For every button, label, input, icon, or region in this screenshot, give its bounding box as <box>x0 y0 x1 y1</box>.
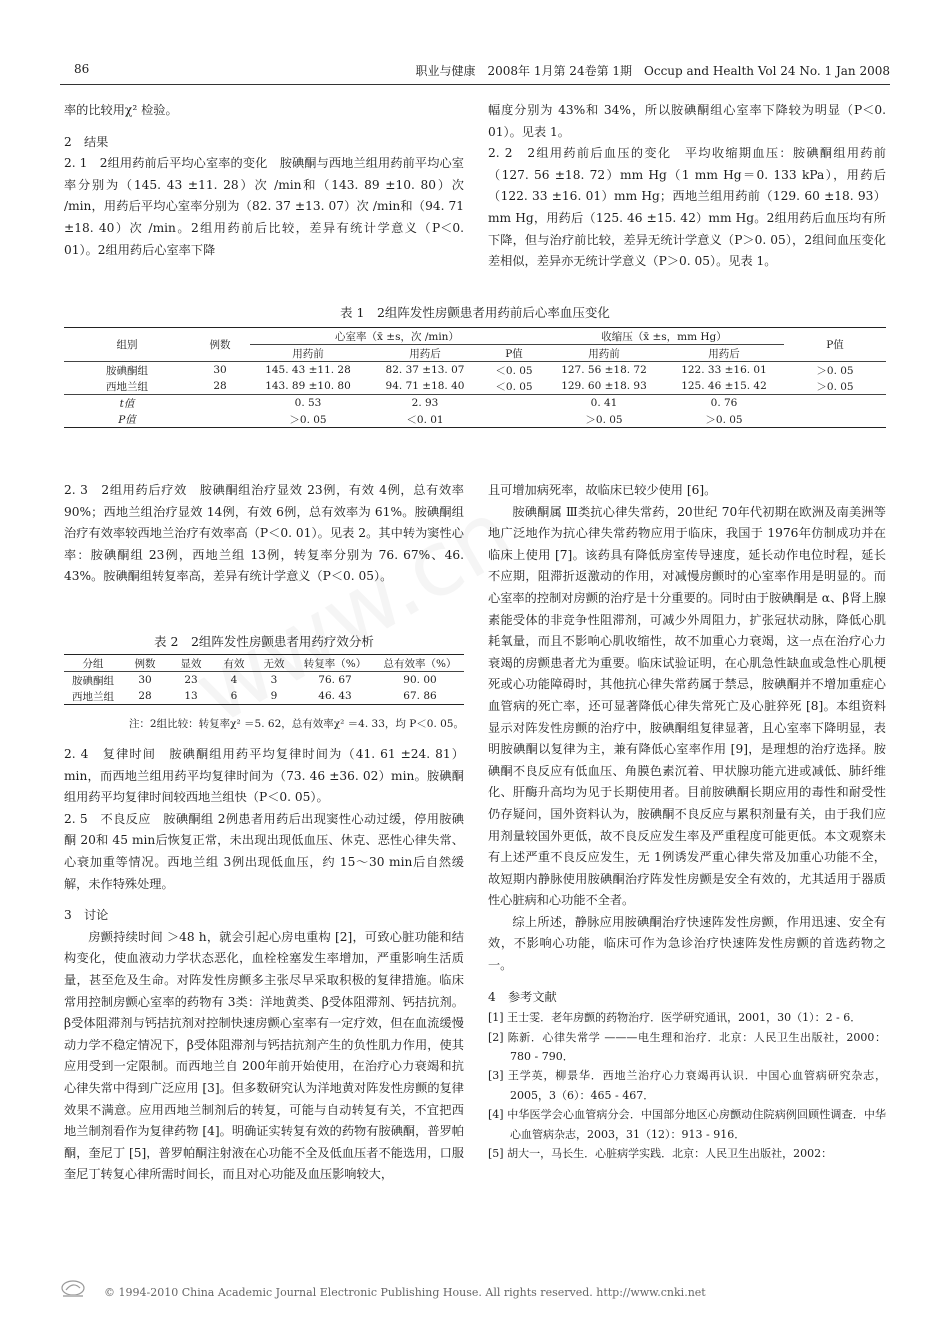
table-cell: 2. 93 <box>411 397 439 409</box>
table-cell: 胺碘酮组 <box>106 364 148 377</box>
para-discussion-3: 综上所述，静脉应用胺碘酮治疗快速阵发性房颤，作用迅速、安全有效，不影响心功能，临床可作为急诊治疗快速阵发性房颤的首选药物之一。 <box>488 914 886 973</box>
table-cell: 127. 56 ±18. 72 <box>561 364 647 376</box>
table2-header-conversion: 转复率（%） <box>294 655 376 672</box>
para-2-1-cont: 幅度分别为 43%和 34%，所以胺碘酮组心室率下降较为明显（P＜0. 01）。见表 1。 <box>488 103 886 139</box>
reference-list <box>488 1008 886 1163</box>
table-cell: 145. 43 ±11. 28 <box>265 364 351 376</box>
table-cell: 西地兰组 <box>64 378 190 395</box>
table1-header-systolic: 收缩压（x̄ ±s，mm Hg） <box>544 328 784 345</box>
para-discussion-cont: 且可增加病死率，故临床已较少使用 [6]。 <box>488 483 717 497</box>
table-cell: 0. 76 <box>710 397 738 409</box>
table-cell <box>484 411 544 428</box>
table-row <box>64 411 886 428</box>
table-cell: ＞0. 05 <box>816 364 854 377</box>
table-row <box>64 688 464 705</box>
para-chi-square: 率的比较用χ² 检验。 <box>64 103 178 117</box>
left-column-lower <box>64 480 464 588</box>
para-2-5: 2. 5 不良反应 胺碘酮组 2例患者用药后出现窦性心动过缓，停用胺碘酮 20和 45 min后恢复正常，未出现出现低血压、休克、恶性心律失常、心衰加重等情况。西地兰组 3例出现低血压，约 15～30 min后自然缓解，未作特殊处理。 <box>64 811 464 891</box>
table-cell: 143. 89 ±10. 80 <box>250 378 366 395</box>
table2-header-group: 分组 <box>64 655 122 672</box>
table2-header-total-effective: 总有效率（%） <box>376 655 464 672</box>
publisher-logo-icon <box>60 1279 86 1299</box>
table-cell: 4 <box>230 674 238 686</box>
table2-header-n: 例数 <box>122 655 168 672</box>
table-cell: ＜0. 01 <box>366 411 484 428</box>
table1-header-p: P值 <box>784 328 886 362</box>
copyright-footer: © 1994-2010 China Academic Journal Electronic Publishing House. All rights reserved. http://www.cnki.net <box>104 1286 706 1299</box>
table-cell <box>784 411 886 428</box>
para-2-4: 2. 4 复律时间 胺碘酮组用药平均复律时间为（41. 61 ±24. 81）min，而西地兰组用药平均复律时间为（73. 46 ±36. 02）min。胺碘酮组用药平均复律时间较西地兰组快（P＜0. 05）。 <box>64 747 464 805</box>
section-title-references: 4 参考文献 <box>488 989 557 1004</box>
para-discussion-1: 房颤持续时间 ＞48 h，就会引起心房电重构 [2]，可致心脏功能和结构变化，使血液动力学状态恶化，血栓栓塞发生率增加，严重影响生活质量，甚至危及生命。对阵发性房颤多主张尽早采取积极的复律措施。临床常用控制房颤心室率的药物有 3类：洋地黄类、β受体阻滞剂、钙拮抗剂。β受体阻滞剂与钙拮抗剂对控制快速房颤心室率有一定疗效，但在血流缓慢动力学不稳定情况下，β受体阻滞剂与钙拮抗剂产生的负性肌力作用，使其应用受到一定限制。而西地兰自 200年前开始使用，在治疗心力衰竭和抗心律失常中得到广泛应用 [3]。但多数研究认为洋地黄对阵发性房颤的复律效果不满意。应用西地兰制剂后的转复，可能与自动转复有关，不宜把西地兰制剂看作为复律药物 [4]。明确证实转复有效的药物有胺碘酮，普罗帕酮，奎尼丁 [5]，普罗帕酮注射液在心功能不全及低血压者不能选用，口服奎尼丁转复心律所需时间长，而且对心功能及血压影响较大， <box>64 929 464 1182</box>
page-number: 86 <box>74 62 90 76</box>
table-cell: P值 <box>64 411 190 428</box>
table-cell: 82. 37 ±13. 07 <box>385 364 465 376</box>
table-cell: 67. 86 <box>376 688 464 705</box>
table2-header-ineffective: 无效 <box>254 655 294 672</box>
table-cell: 90. 00 <box>403 674 437 686</box>
table-cell: 28 <box>122 688 168 705</box>
table-cell: ＞0. 05 <box>664 411 784 428</box>
journal-info: 职业与健康 2008年 1月第 24卷第 1期 Occup and Health Vol 24 No. 1 Jan 2008 <box>415 64 890 78</box>
table2 <box>64 654 464 705</box>
table-row <box>64 362 886 379</box>
para-2-3: 2. 3 2组用药后疗效 胺碘酮组治疗显效 23例，有效 4例，总有效率 90%；西地兰组治疗显效 14例，有效 6例，总有效率为 61%。胺碘酮组治疗有效率较西地兰治疗有效率高（P＜0. 01）。见表 2。其中转为窦性心率：胺碘酮组 23例，西地兰组 13例，转复率分别为 76. 67%、46. 43%。胺碘酮组转复率高，差异有统计学意义（P＜0. 05）。 <box>64 483 464 584</box>
table-cell: 胺碘酮组 <box>72 674 114 687</box>
table1-header-bp-before: 用药前 <box>544 345 664 362</box>
para-2-1: 2. 1 2组用药前后平均心室率的变化 胺碘酮与西地兰组用药前平均心室率分别为（145. 43 ±11. 28）次 /min和（143. 89 ±10. 80）次 /min，用药后平均心室率分别为（82. 37 ±13. 07）次 /min和（94. 71 ±18. 40）次 /min。2组用药前后比较，差异有统计学意义（P＜0. 01）。2组用药后心室率下降 <box>64 156 464 257</box>
table1-header-bp-after: 用药后 <box>664 345 784 362</box>
table-cell <box>190 395 250 412</box>
para-2-2: 2. 2 2组用药前后血压的变化 平均收缩期血压：胺碘酮组用药前（127. 56 ±18. 72）mm Hg（1 mm Hg＝0. 133 kPa），用药后（122. 33 ±16. 01）mm Hg；西地兰组用药前（129. 60 ±18. 93）mm Hg，用药后（125. 46 ±15. 42）mm Hg。2组用药后血压均有所下降，但与治疗前比较，差异无统计学意义（P＞0. 05），2组间血压变化差相似，差异亦无统计学意义（P＞0. 05）。见表 1。 <box>488 146 886 269</box>
reference-item: [5] 胡大一，马长生．心脏病学实践．北京：人民卫生出版社，2002： <box>488 1147 833 1161</box>
table1 <box>64 327 886 428</box>
table-cell: 46. 43 <box>294 688 376 705</box>
left-column-upper <box>64 100 464 261</box>
table-cell: ＜0. 05 <box>484 378 544 395</box>
table1-header-hr-before: 用药前 <box>250 345 366 362</box>
table-cell: 94. 71 ±18. 40 <box>366 378 484 395</box>
table-cell: 125. 46 ±15. 42 <box>664 378 784 395</box>
right-column-lower <box>488 480 886 1164</box>
reference-item: [3] 王学英，柳景华．西地兰治疗心力衰竭再认识．中国心血管病研究杂志，2005，3（6）：465 - 467． <box>488 1069 886 1102</box>
table1-header-n: 例数 <box>190 328 250 362</box>
table1-header-heart-rate: 心室率（x̄ ±s，次 /min） <box>250 328 544 345</box>
table-cell: 13 <box>168 688 214 705</box>
table1-header-hr-after: 用药后 <box>366 345 484 362</box>
table-cell: 23 <box>184 674 198 686</box>
table2-header-marked: 显效 <box>168 655 214 672</box>
header-rule <box>60 84 890 85</box>
table1-title: 表 1 2组阵发性房颤患者用药前后心率血压变化 <box>340 305 610 320</box>
reference-item: [2] 陈新．心律失常学 ———电生理和治疗．北京：人民卫生出版社，2000：780 - 790． <box>488 1030 886 1064</box>
table-cell: 129. 60 ±18. 93 <box>544 378 664 395</box>
table-cell <box>784 395 886 412</box>
table-cell: 30 <box>138 674 152 686</box>
right-column-upper <box>488 100 886 273</box>
table-cell: 9 <box>254 688 294 705</box>
section-title-results: 2 结果 <box>64 134 109 149</box>
table2-note: 注：2组比较：转复率χ² ＝5. 62，总有效率χ² ＝4. 33，均 P＜0. 05。 <box>128 718 464 730</box>
table-cell: ＞0. 05 <box>250 411 366 428</box>
table-cell: ＞0. 05 <box>544 411 664 428</box>
table-cell: 0. 41 <box>590 397 618 409</box>
table-cell: 76. 67 <box>318 674 352 686</box>
table-row <box>64 672 464 689</box>
table-cell: 0. 53 <box>294 397 322 409</box>
left-column-bottom <box>64 744 464 1186</box>
table2-title: 表 2 2组阵发性房颤患者用药疗效分析 <box>154 634 374 649</box>
table2-header-effective: 有效 <box>214 655 254 672</box>
table-cell: 西地兰组 <box>64 688 122 705</box>
para-discussion-2: 胺碘酮属 Ⅲ类抗心律失常药，20世纪 70年代初期在欧洲及南美洲等地广泛地作为抗心律失常药物应用于临床，我国于 1976年仿制成功并在临床上使用 [7]。该药具有降低房室传导速度，延长动作电位时程，延长不应期，阻滞折返激动的作用，对减慢房颤时的心室率作用是明显的。而心室率的控制对房颤的治疗是十分重要的。同时由于胺碘酮是 α、β肾上腺素能受体的非竞争性阻滞剂，可减少外周阻力，扩张冠状动脉，降低心肌耗氧量，而且不影响心肌收缩性，故不加重心力衰竭，这一点在治疗心力衰竭的房颤患者尤为重要。临床试验证明，在心肌急性缺血或急性心肌梗死或心功能障碍时，其他抗心律失常药属于禁忌，胺碘酮并不增加重症心血管病的死亡率，还可显著降低心律失常死亡及心脏猝死 [8]。本组资料显示对阵发性房颤的治疗中，胺碘酮组复律显著，且心室率下降明显，表明胺碘酮以复律为主，兼有降低心室率作用 [9]，是理想的治疗选择。胺碘酮不良反应有低血压、角膜色素沉着、甲状腺功能亢进或减低、肺纤维化、肝酶升高均为见于长期使用者。目前胺碘酮长期应用的毒性和耐受性仍存疑问，国外资料认为，胺碘酮不良反应与累积剂量有关，由于我们应用剂量较国外更低，故不良反应发生率及严重程度可能更低。本文观察未有上述严重不良反应发生，无 1例诱发严重心律失常及加重心功能不全，故短期内静脉使用胺碘酮治疗阵发性房颤是安全有效的，尤其适用于器质性心脏病和心功能不全者。 <box>488 504 886 908</box>
table-cell: 122. 33 ±16. 01 <box>681 364 767 376</box>
table-cell: ＞0. 05 <box>784 378 886 395</box>
table1-header-hr-p: P值 <box>484 345 544 362</box>
reference-item: [4] 中华医学会心血管病分会．中国部分地区心房颤动住院病例回顾性调查．中华心血管病杂志，2003，31（12）：913 - 916． <box>488 1108 886 1141</box>
table1-header-group: 组别 <box>64 328 190 362</box>
table-row <box>64 395 886 412</box>
section-title-discussion: 3 讨论 <box>64 908 109 923</box>
table-row <box>64 378 886 395</box>
table-cell <box>484 395 544 412</box>
table-cell: 6 <box>214 688 254 705</box>
reference-item: [1] 王士雯．老年房颤的药物治疗．医学研究通讯，2001，30（1）：2 - 6． <box>488 1011 862 1025</box>
table-cell <box>190 411 250 428</box>
table-cell: ＜0. 05 <box>495 364 533 377</box>
table-cell: 30 <box>213 364 227 376</box>
table-cell: 28 <box>190 378 250 395</box>
table-cell: 3 <box>270 674 278 686</box>
table-cell: t值 <box>119 397 135 410</box>
